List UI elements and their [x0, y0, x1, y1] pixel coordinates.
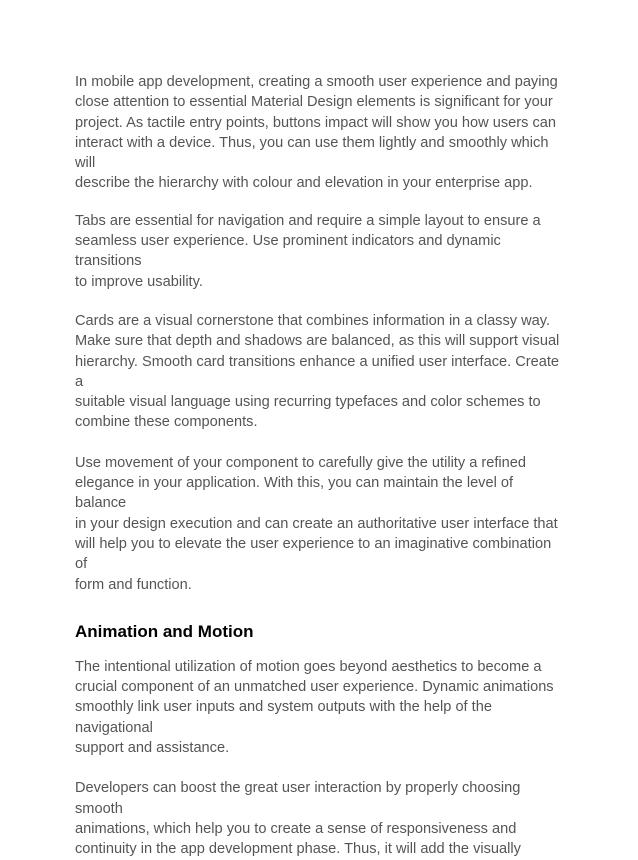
- text-line: Make sure that depth and shadows are balanced, as this will support visual: [75, 333, 560, 350]
- text-line: form and function.: [75, 576, 192, 593]
- text-line: seamless user experience. Use prominent indicators and dynamic transitions: [75, 233, 501, 270]
- text-line: Developers can boost the great user interaction by properly choosing smooth: [75, 780, 521, 817]
- text-line: describe the hierarchy with colour and elevation in your enterprise app.: [75, 175, 533, 192]
- text-line: In mobile app development, creating a smooth user experience and paying: [75, 74, 558, 90]
- paragraph-movement: [75, 453, 565, 595]
- text-line: Cards are a visual cornerstone that combines information in a classy way.: [75, 312, 551, 329]
- text-line: support and assistance.: [75, 740, 230, 757]
- section-heading: Animation and Motion: [75, 621, 254, 641]
- text-line: interact with a device. Thus, you can use them lightly and smoothly which will: [75, 134, 549, 172]
- text-line: Tabs are essential for navigation and require a simple layout to ensure a: [75, 212, 541, 229]
- text-line: animations, which help you to create a sense of responsiveness and: [75, 820, 517, 837]
- paragraph-tabs: [75, 211, 565, 292]
- text-line: close attention to essential Material Design elements is significant for your: [75, 94, 553, 111]
- text-line: hierarchy. Smooth card transitions enhance a unified user interface. Create a: [75, 353, 560, 390]
- text-line: elegance in your application. With this, you can maintain the level of balance: [75, 475, 514, 512]
- paragraph-buttons: [75, 72, 565, 194]
- text-line: project. As tactile entry points, buttons impact will show you how users can: [75, 114, 557, 131]
- paragraph-developers: [75, 778, 565, 859]
- text-line: crucial component of an unmatched user experience. Dynamic animations: [75, 679, 554, 696]
- document-page: [75, 72, 565, 860]
- text-line: continuity in the app development phase. Thus, it will add the visually: [75, 841, 521, 858]
- text-line: Use movement of your component to carefully give the utility a refined: [75, 454, 527, 471]
- text-line: in your design execution and can create an authoritative user interface that: [75, 515, 558, 532]
- text-line: to improve usability.: [75, 273, 203, 290]
- text-line: suitable visual language using recurring typefaces and color schemes to: [75, 394, 541, 411]
- text-line: smoothly link user inputs and system outputs with the help of the navigational: [75, 699, 492, 736]
- text-line: combine these components.: [75, 414, 258, 431]
- text-line: The intentional utilization of motion goes beyond aesthetics to become a: [75, 658, 542, 675]
- paragraph-motion-intro: [75, 657, 565, 758]
- text-line: will help you to elevate the user experience to an imaginative combination of: [75, 535, 552, 573]
- paragraph-cards: [75, 311, 565, 433]
